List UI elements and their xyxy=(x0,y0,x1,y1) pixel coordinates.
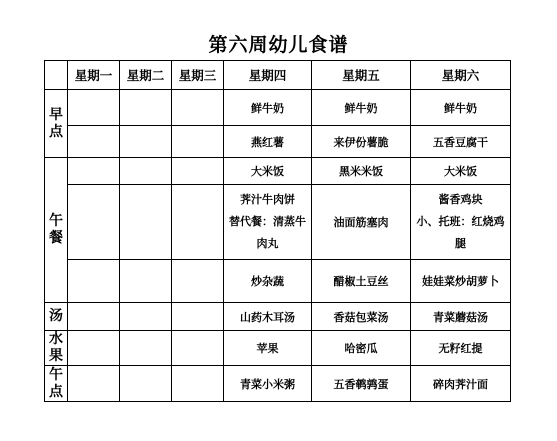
day-header-wed: 星期三 xyxy=(172,61,224,90)
thu-breakfast-drink: 鲜牛奶 xyxy=(224,90,312,126)
tue-main xyxy=(120,185,172,260)
breakfast-label: 早 点 xyxy=(45,90,68,158)
page-title: 第六周幼儿食谱 xyxy=(208,34,349,56)
breakfast-row-1 xyxy=(45,90,511,126)
day-header-thu: 星期四 xyxy=(224,61,312,90)
tue-staple xyxy=(120,158,172,185)
day-header-tue: 星期二 xyxy=(120,61,172,90)
wed-snack xyxy=(172,366,224,402)
day-header-sat: 星期六 xyxy=(411,61,511,90)
thu-breakfast-food: 燕红薯 xyxy=(224,126,312,158)
fri-breakfast-food: 来伊份薯脆 xyxy=(312,126,411,158)
sat-staple: 大米饭 xyxy=(411,158,511,185)
header-row xyxy=(45,61,511,90)
mon-side xyxy=(68,260,120,303)
tue-fruit xyxy=(120,331,172,366)
sat-side: 娃娃菜炒胡萝卜 xyxy=(411,260,511,303)
day-header-mon: 星期一 xyxy=(68,61,120,90)
sat-main: 酱香鸡块 小、托班：红烧鸡 腿 xyxy=(411,185,511,260)
snack-row xyxy=(45,366,511,402)
breakfast-row-2 xyxy=(45,126,511,158)
mon-staple xyxy=(68,158,120,185)
thu-fruit: 苹果 xyxy=(224,331,312,366)
wed-soup xyxy=(172,303,224,331)
mon-breakfast-drink xyxy=(68,90,120,126)
sat-fruit: 无籽红提 xyxy=(411,331,511,366)
fri-snack: 五香鹌鹑蛋 xyxy=(312,366,411,402)
sat-breakfast-food: 五香豆腐干 xyxy=(411,126,511,158)
fri-breakfast-drink: 鲜牛奶 xyxy=(312,90,411,126)
wed-main xyxy=(172,185,224,260)
thu-soup: 山药木耳汤 xyxy=(224,303,312,331)
fri-soup: 香菇包菜汤 xyxy=(312,303,411,331)
mon-fruit xyxy=(68,331,120,366)
thu-side: 炒杂蔬 xyxy=(224,260,312,303)
mon-main xyxy=(68,185,120,260)
fri-fruit: 哈密瓜 xyxy=(312,331,411,366)
tue-snack xyxy=(120,366,172,402)
tue-soup xyxy=(120,303,172,331)
fruit-row xyxy=(45,331,511,366)
wed-side xyxy=(172,260,224,303)
sat-breakfast-drink: 鲜牛奶 xyxy=(411,90,511,126)
wed-breakfast-food xyxy=(172,126,224,158)
fruit-label: 水 果 xyxy=(45,331,68,366)
soup-row xyxy=(45,303,511,331)
fri-staple: 黑米米饭 xyxy=(312,158,411,185)
tue-breakfast-food xyxy=(120,126,172,158)
wed-fruit xyxy=(172,331,224,366)
tue-side xyxy=(120,260,172,303)
lunch-row-1 xyxy=(45,158,511,185)
soup-label: 汤 xyxy=(45,303,68,331)
lunch-row-3 xyxy=(45,260,511,303)
lunch-row-2 xyxy=(45,185,511,260)
thu-snack: 青菜小米粥 xyxy=(224,366,312,402)
menu-table xyxy=(44,60,511,402)
fri-side: 醋椒土豆丝 xyxy=(312,260,411,303)
lunch-label: 午 餐 xyxy=(45,158,68,303)
corner-cell xyxy=(45,61,68,90)
mon-breakfast-food xyxy=(68,126,120,158)
tue-breakfast-drink xyxy=(120,90,172,126)
mon-snack xyxy=(68,366,120,402)
fri-main: 油面筋塞肉 xyxy=(312,185,411,260)
day-header-fri: 星期五 xyxy=(312,61,411,90)
thu-staple: 大米饭 xyxy=(224,158,312,185)
sat-soup: 青菜蘑菇汤 xyxy=(411,303,511,331)
wed-staple xyxy=(172,158,224,185)
sat-snack: 碎肉荠汁面 xyxy=(411,366,511,402)
wed-breakfast-drink xyxy=(172,90,224,126)
thu-main: 荠汁牛肉饼 替代餐：清蒸牛 肉丸 xyxy=(224,185,312,260)
mon-soup xyxy=(68,303,120,331)
snack-label: 午 点 xyxy=(45,366,68,402)
